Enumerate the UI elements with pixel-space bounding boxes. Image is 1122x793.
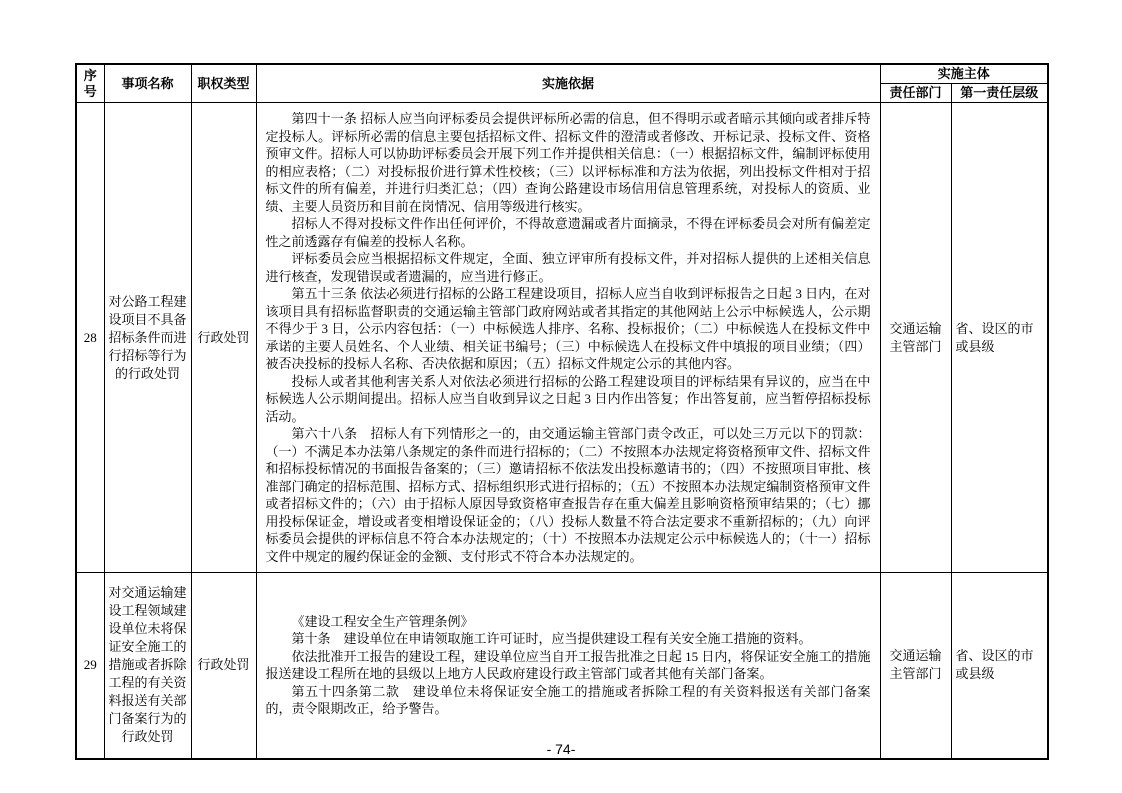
page-number: - 74- (546, 741, 576, 757)
header-power-type: 职权类型 (191, 64, 256, 103)
header-item-name: 事项名称 (104, 64, 191, 103)
header-implementation-subject: 实施主体 (880, 64, 1048, 84)
basis-paragraph: 《建设工程安全生产管理条例》 (291, 613, 474, 629)
row-29-implementation-basis (256, 573, 880, 759)
header-serial-number: 序号 (76, 64, 104, 103)
basis-paragraph: 评标委员会应当根据招标文件规定，全面、独立评审所有投标文件，并对招标人提供的上述相关信息进行核查，发现错误或者遗漏的，应当进行修正。 (265, 251, 871, 284)
basis-paragraph: 第十条 建设单位在申请领取施工许可证时，应当提供建设工程有关安全施工措施的资料。 (291, 631, 812, 647)
basis-paragraph: 第五十四条第二款 建设单位未将保证安全施工的措施或者拆除工程的有关资料报送有关部门备案的，责令限期改正，给予警告。 (265, 683, 871, 717)
basis-paragraph: 依法批准开工报告的建设工程，建设单位应当自开工报告批准之日起 15 日内，将保证安全施工的措施报送建设工程所在地的县级以上地方人民政府建设行政主管部门或者其他有关部门备案。 (265, 648, 871, 682)
row-28-item-name: 对公路工程建设项目不具备招标条件而进行招标等行为的行政处罚 (104, 103, 191, 573)
row-28-implementation-basis (256, 103, 880, 573)
row-28-first-responsibility-level: 省、设区的市或县级 (951, 103, 1048, 573)
row-29-serial-number: 29 (76, 573, 104, 759)
row-29-first-responsibility-level: 省、设区的市或县级 (951, 573, 1048, 759)
basis-paragraph: 第四十一条 招标人应当向评标委员会提供评标所必需的信息，但不得明示或者暗示其倾向或者排斥特定投标人。评标所必需的信息主要包括招标文件、招标文件的澄清或者修改、开标记录、投标文件、资格预审文件。招标人可以协助评标委员会开展下列工作并提供相关信息：（一）根据招标文件，编制评标使用的相应表格；（二）对投标报价进行算术性校核；（三）以评标标准和方法为依据，列出投标文件相对于招标文件的所有偏差，并进行归类汇总；（四）查询公路建设市场信用信息管理系统，对投标人的资质、业绩、主要人员资历和目前在岗情况、信用等级进行核实。 (265, 111, 871, 214)
table-row-29 (76, 573, 1048, 759)
basis-paragraph: 第六十八条 招标人有下列情形之一的，由交通运输主管部门责令改正，可以处三万元以下的罚款：（一）不满足本办法第八条规定的条件而进行招标的；（二）不按照本办法规定将资格预审文件、招标文件和招标投标情况的书面报告备案的；（三）邀请招标不依法发出投标邀请书的；（四）不按照项目审批、核准部门确定的招标范围、招标方式、招标组织形式进行招标的；（五）不按照本办法规定编制资格预审文件或者招标文件的；（六）由于招标人原因导致资格审查报告存在重大偏差且影响资格预审结果的；（七）挪用投标保证金，增设或者变相增设保证金的；（八）投标人数量不符合法定要求不重新招标的；（九）向评标委员会提供的评标信息不符合本办法规定的；（十）不按照本办法规定公示中标候选人的；（十一）招标文件中规定的履约保证金的金额、支付形式不符合本办法规定的。 (265, 426, 871, 564)
power-list-table (75, 63, 1049, 760)
basis-paragraph: 投标人或者其他利害关系人对依法必须进行招标的公路工程建设项目的评标结果有异议的，应当在中标候选人公示期间提出。招标人应当自收到异议之日起 3 日内作出答复；作出答复前，应当暂停招标投标活动。 (265, 373, 871, 424)
table-row-28 (76, 103, 1048, 573)
header-first-responsibility-level: 第一责任层级 (951, 84, 1048, 103)
row-28-serial-number: 28 (76, 103, 104, 573)
header-responsible-department: 责任部门 (880, 84, 951, 103)
row-29-power-type: 行政处罚 (191, 573, 256, 759)
row-28-responsible-department: 交通运输主管部门 (880, 103, 951, 573)
basis-paragraph: 第五十三条 依法必须进行招标的公路工程建设项目，招标人应当自收到评标报告之日起 3 日内，在对该项目具有招标监督职责的交通运输主管部门政府网站或者其指定的其他网站上公示中标候选人，公示期不得少于 3 日，公示内容包括：（一）中标候选人排序、名称、投标报价；（二）中标候选人在投标文件中承诺的主要人员姓名、个人业绩、相关证书编号；（三）中标候选人在投标文件中填报的项目业绩；（四）被否决投标的投标人名称、否决依据和原因；（五）招标文件规定公示的其他内容。 (265, 286, 871, 371)
row-29-item-name: 对交通运输建设工程领域建设单位未将保证安全施工的措施或者拆除工程的有关资料报送有关部门备案行为的行政处罚 (104, 573, 191, 759)
basis-paragraph: 招标人不得对投标文件作出任何评价，不得故意遗漏或者片面摘录，不得在评标委员会对所有偏差定性之前透露存有偏差的投标人名称。 (265, 216, 871, 249)
row-28-power-type: 行政处罚 (191, 103, 256, 573)
row-29-responsible-department: 交通运输主管部门 (880, 573, 951, 759)
header-implementation-basis: 实施依据 (256, 64, 880, 103)
